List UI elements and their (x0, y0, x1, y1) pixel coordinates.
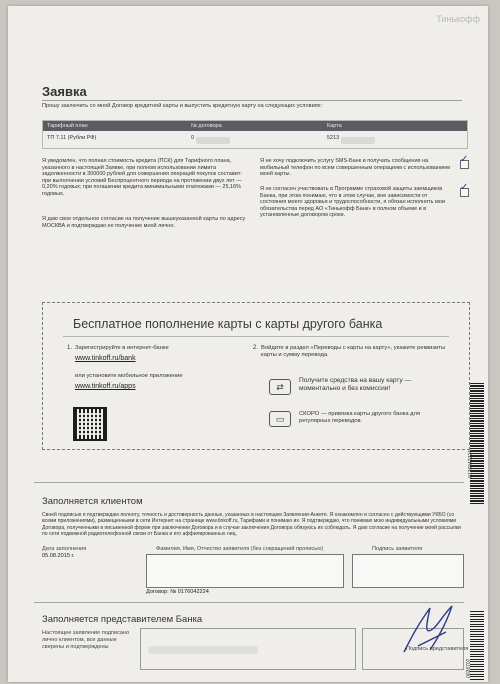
benefit-soon: СКОРО — привязка карты другого банка для регулярных переводов. (299, 411, 421, 424)
check-mark-icon: ✓ (460, 182, 469, 193)
card-icon: ▭ (269, 411, 291, 427)
promo-title: Бесплатное пополнение карты с карты другого банка (73, 317, 383, 331)
insurance-refusal: Я не согласен участвовать в Программе страховой защиты заемщиков Банка, при этом понимаю, что в этом случае, вне зависимости от состояния моего здоровья и трудоспособности, я обязан исполнять мои обязательства перед АО «Тинькофф Банк» в полном объеме и в установленные договором сроки. (260, 186, 445, 219)
section-divider (34, 482, 464, 483)
benefit-instant: Получите средства на вашу карту — моментально и без комиссии! (299, 377, 412, 392)
sms-bank-refusal: Я не хочу подключить услугу SMS-Банк и получать сообщения на мобильный телефон по всем совершенным операциям с использованием моей карты. (260, 158, 450, 178)
barcode-icon (470, 382, 484, 504)
client-legal-text: Своей подписью я подтверждаю полноту, точность и достоверность данных, указанных в настоящем Заявлении-Анкете. Я ознакомлен и согласен с действующими УКБО (со всеми приложениями), размещенными в сети Интернет на странице www.tinkoff.ru, Тарифами и понимаю их. Я подтверждаю, что понимаю мою индивидуальными условиями Договора, полученными в письменной форме при заключении Договора и в случае заключения Договора обязуюсь их соблюдать. Я даю согласие на получение моей рассылки по сети подвижной радиотелефонной связи от Банка и его аффилированных лиц. (42, 512, 461, 538)
step-number: 1. (67, 345, 73, 351)
rep-signature-label: Подпись представителя (406, 646, 469, 652)
application-sheet (8, 6, 488, 682)
table-header-row (43, 121, 467, 131)
bank-section-title: Заполняется представителем Банка (42, 614, 203, 625)
signature-label: Подпись заявителя (372, 546, 423, 552)
date-value: 05.08.2015 г. (42, 553, 75, 559)
signature-scribble-icon (400, 602, 460, 660)
page-title: Заявка (42, 84, 87, 99)
header-card: Карта (327, 123, 342, 129)
contract-table (42, 120, 468, 149)
qr-code-icon (73, 407, 107, 441)
step2-text: Войдите в раздел «Переводы с карты на карту», укажите реквизиты карты и сумму перевода. (261, 345, 446, 358)
table-row (43, 131, 467, 147)
name-label: Фамилия, Имя, Отчество заявителя (без сокращений прописью) (156, 546, 324, 552)
check-mark-icon: ✓ (460, 154, 469, 165)
barcode-icon (470, 610, 484, 680)
client-section-title: Заполняется клиентом (42, 496, 143, 507)
cell-contract: 0 (191, 135, 194, 141)
full-name-field[interactable] (146, 554, 344, 588)
psk-notice: Я уведомлен, что полная стоимость кредита (ПСК) для Тарифного плана, указанного в настоящей Заявке, при полном использовании лимита задолженности в 300000 рублей для совершения операций покупок составит: при выполнении условий Беспроцентного периода на протяжении двух лет — 0,20% годовых; при погашении кредита минимальными платежами — 25,16% годовых. (42, 158, 242, 197)
contract-number: Договор: № 0176042224 (146, 589, 209, 595)
title-divider (42, 100, 462, 101)
redacted-name (148, 646, 258, 654)
step-number: 2. (253, 345, 259, 351)
date-label: Дата заполнения (42, 546, 87, 552)
brand-name: Тинькофф (436, 14, 480, 24)
promo-block (42, 302, 470, 450)
header-tariff: Тарифный план (47, 123, 88, 129)
cell-card: 5213 (327, 135, 339, 141)
apps-link[interactable]: www.tinkoff.ru/apps (75, 383, 136, 390)
bank-link[interactable]: www.tinkoff.ru/bank (75, 355, 136, 362)
delivery-consent: Я даю свое отдельное согласие на получение вышеуказанной карты по адресу МОСКВА и подтверждаю ее получение мной лично. (42, 216, 246, 229)
client-signature-field[interactable] (352, 554, 464, 588)
barcode-number: 0176042224 (468, 450, 474, 478)
bank-note: Настоящее заявление подписано лично клиентом, все данные сверены и подтверждены (42, 630, 130, 650)
cell-tariff: ТП 7.11 (Рубли РФ) (47, 135, 97, 141)
lead-text: Прошу заключить со мной Договор кредитной карты и выпустить кредитную карту на следующих условиях: (42, 103, 323, 109)
transfer-icon: ⇄ (269, 379, 291, 395)
barcode2-number: 0026707 (466, 658, 472, 678)
header-contract: № договора (191, 123, 222, 129)
step1-alt-text: или установите мобильное приложение (75, 373, 183, 379)
promo-divider (63, 336, 449, 337)
step1-text: Зарегистрируйте в интернет-банке (75, 345, 169, 351)
